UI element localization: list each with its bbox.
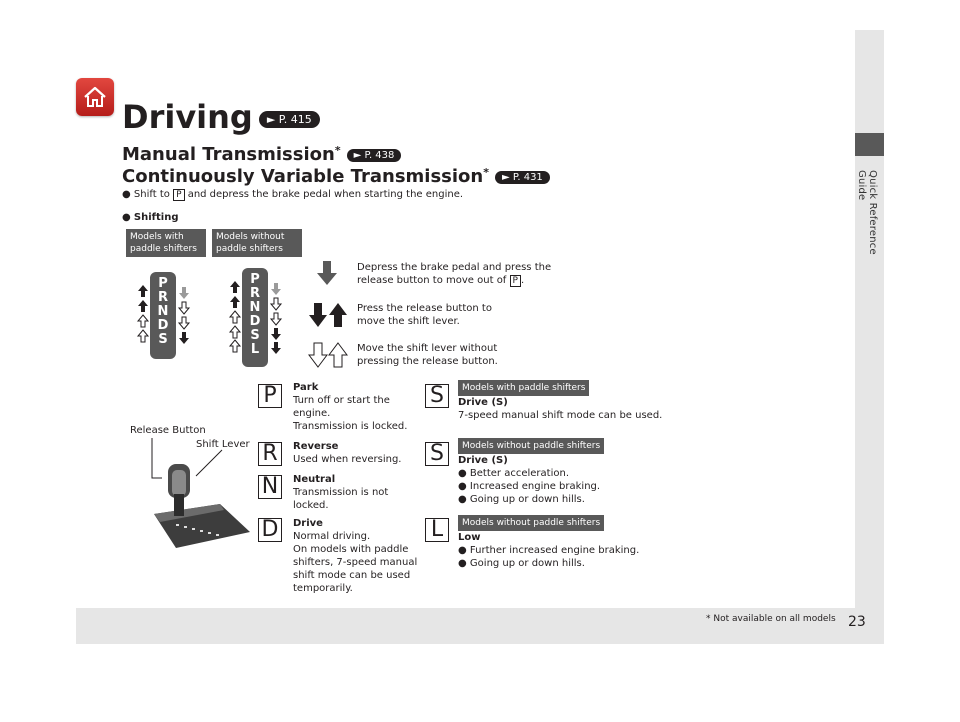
lever-with-paddle <box>150 272 176 359</box>
cvt-heading <box>122 166 550 187</box>
title-ref-text: P. 415 <box>278 112 312 126</box>
gear-s1-desc <box>458 396 662 422</box>
lever-pos-r: R <box>157 290 168 305</box>
page-number: 23 <box>848 614 866 630</box>
desc-line: Used when reversing. <box>293 454 402 465</box>
gear-d-desc <box>293 517 417 595</box>
legend-line: Press the release button to <box>357 303 492 314</box>
title-text: Driving <box>122 98 253 136</box>
desc-line: Turn off or start the <box>293 395 390 406</box>
gear-s2-box: S <box>425 442 449 466</box>
lever-pos-s: S <box>250 328 260 343</box>
desc-line: locked. <box>293 500 329 511</box>
bullet-mark: ● <box>458 558 467 569</box>
desc-line: engine. <box>293 408 331 419</box>
desc-line: On models with paddle <box>293 544 409 555</box>
lever1-left-arrows-icon <box>136 284 150 344</box>
lever-pos-p: P <box>158 276 168 291</box>
gear-p-box: P <box>258 384 282 408</box>
lever-pos-l: L <box>250 342 260 357</box>
gear-p-inline: P <box>173 189 184 201</box>
legend-solid-down: Depress the brake pedal and press the release button to move out of P . <box>357 262 552 286</box>
bullet-mark: ● <box>458 494 467 505</box>
gear-name: Drive (S) <box>458 455 508 466</box>
lever-pos-n: N <box>249 300 261 315</box>
gear-l-box: L <box>425 518 449 542</box>
legend-line: pressing the release button. <box>357 356 498 367</box>
gear-name: Reverse <box>293 441 339 452</box>
side-label[interactable]: Quick Reference Guide <box>856 170 878 255</box>
gear-name: Neutral <box>293 474 336 485</box>
side-tab-marker <box>855 133 884 156</box>
desc-line: Transmission is not <box>293 487 389 498</box>
tag-line-2: paddle shifters <box>130 244 197 254</box>
start-post: and depress the brake pedal when starting the engine. <box>187 189 464 200</box>
gear-name: Drive (S) <box>458 397 508 408</box>
gear-l-desc <box>458 531 639 570</box>
lever-pos-s: S <box>158 332 168 347</box>
legend-line: Depress the brake pedal and press the <box>357 262 552 273</box>
footnote: * Not available on all models <box>706 614 836 624</box>
cvt-asterisk: * <box>483 166 489 179</box>
gear-s2-desc <box>458 454 600 506</box>
legend-line: release button to move out of <box>357 275 507 286</box>
desc-line: Transmission is locked. <box>293 421 408 432</box>
page-title <box>122 98 320 136</box>
cvt-title: Continuously Variable Transmission <box>122 166 484 187</box>
gear-p-desc <box>293 381 407 433</box>
manual-heading <box>122 144 401 165</box>
lever-pos-d: D <box>249 314 261 329</box>
gear-name: Low <box>458 532 481 543</box>
lever-pos-d: D <box>157 318 169 333</box>
callout-shift-lever: Shift Lever <box>196 439 250 450</box>
gear-r-box: R <box>258 442 282 466</box>
manual-ref-text: P. 438 <box>364 149 395 161</box>
bullet-mark: ● <box>122 212 131 223</box>
gear-r-desc <box>293 440 401 466</box>
cvt-page-ref[interactable]: ► P. 431 <box>495 171 550 184</box>
lever-pos-r: R <box>249 286 260 301</box>
bullet-mark: ● <box>458 481 467 492</box>
tag-s1-with-paddle: Models with paddle shifters <box>458 380 589 396</box>
desc-line: shifters, 7-speed manual <box>293 557 418 568</box>
tag-with-paddle <box>126 229 206 257</box>
desc-line: Going up or down hills. <box>469 494 585 505</box>
bullet-mark: ● <box>458 545 467 556</box>
gear-n-box: N <box>258 475 282 499</box>
legend-line: Move the shift lever without <box>357 343 498 354</box>
legend-outline-pair <box>357 342 498 368</box>
bullet-mark: ● <box>458 468 467 479</box>
title-page-ref[interactable]: ► P. 415 <box>259 111 320 128</box>
home-button[interactable] <box>76 78 114 116</box>
legend-line: move the shift lever. <box>357 316 460 327</box>
solid-down-arrow-icon <box>316 260 338 286</box>
tag-line-1: Models with <box>130 232 184 242</box>
callout-release-button: Release Button <box>130 425 206 436</box>
manual-title: Manual Transmission <box>122 144 335 165</box>
tag-line-2: paddle shifters <box>216 244 283 254</box>
gear-s1-box: S <box>425 384 449 408</box>
lever-without-paddle <box>242 268 268 367</box>
desc-line: Normal driving. <box>293 531 371 542</box>
desc-line: shift mode can be used <box>293 570 411 581</box>
gear-n-desc <box>293 473 388 512</box>
bullet-mark: ● <box>122 189 131 200</box>
lever2-left-arrows-icon <box>228 280 242 354</box>
shift-lever-illustration <box>140 436 260 554</box>
shifting-heading <box>122 212 179 223</box>
desc-line: Further increased engine braking. <box>469 545 640 556</box>
desc-line: Increased engine braking. <box>469 481 601 492</box>
start-pre: Shift to <box>133 189 170 200</box>
home-icon <box>82 84 108 110</box>
outline-updown-arrows-icon <box>308 342 348 368</box>
gear-d-box: D <box>258 518 282 542</box>
desc-line: 7-speed manual shift mode can be used. <box>458 410 663 421</box>
tag-line-1: Models without <box>216 232 285 242</box>
start-instruction <box>122 189 463 200</box>
lever-pos-n: N <box>157 304 169 319</box>
tag-s2-without-paddle: Models without paddle shifters <box>458 438 604 454</box>
tag-without-paddle <box>212 229 302 257</box>
manual-asterisk: * <box>334 144 341 157</box>
manual-page-ref[interactable]: ► P. 438 <box>347 149 402 162</box>
gear-name: Park <box>293 382 319 393</box>
lever2-right-arrows-icon <box>269 282 283 356</box>
lever1-right-arrows-icon <box>177 286 191 346</box>
legend-solid-pair <box>357 302 492 328</box>
shifting-text: Shifting <box>133 212 179 223</box>
side-tab-bar <box>855 30 884 608</box>
gear-p-inline: P <box>510 275 521 287</box>
gear-name: Drive <box>293 518 323 529</box>
tag-l-without-paddle: Models without paddle shifters <box>458 515 604 531</box>
desc-line: Better acceleration. <box>469 468 569 479</box>
cvt-ref-text: P. 431 <box>512 171 543 183</box>
desc-line: Going up or down hills. <box>469 558 585 569</box>
lever-pos-p: P <box>250 272 260 287</box>
desc-line: temporarily. <box>293 583 353 594</box>
solid-updown-arrows-icon <box>308 302 348 328</box>
